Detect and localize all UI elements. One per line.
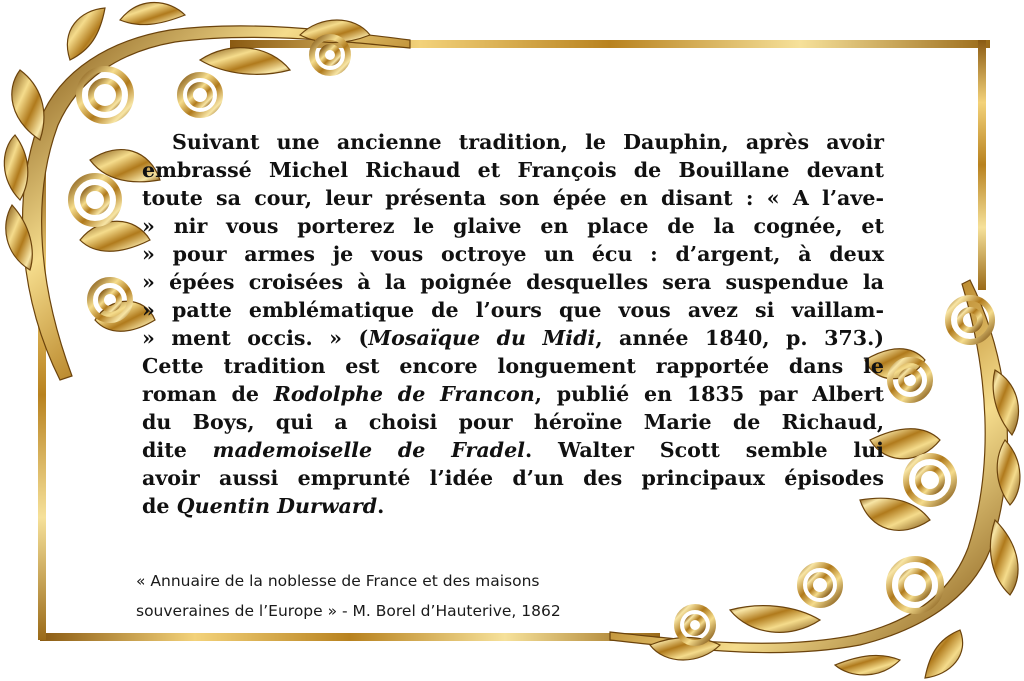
excerpt-line [142,268,884,296]
caption-line-2: souveraines de l’Europe » - M. Borel d’Hauterive, 1862 [136,602,561,620]
excerpt-line [142,156,884,184]
excerpt-text: » épées croisées à la poignée desquelles sera suspendue la [142,270,884,294]
excerpt-line [142,296,884,324]
excerpt-text: » pour armes je vous octroye un écu : d’argent, à deux [142,242,884,266]
excerpt-text: roman de [142,382,274,406]
frame-bottom-border [40,633,660,641]
excerpt-text: du Boys, qui a choisi pour héroïne Marie de Richaud, [142,410,884,434]
excerpt-line [142,184,884,212]
excerpt-line [142,240,884,268]
caption-line-1: « Annuaire de la noblesse de France et des maisons [136,572,540,590]
excerpt-text: dite [142,438,213,462]
excerpt-italic-title: Mosaïque du Midi [368,326,596,350]
excerpt-italic-title: Quentin Durward [176,494,378,518]
excerpt-line [142,128,884,156]
excerpt-text: toute sa cour, leur présenta son épée en disant : « A l’ave- [142,186,884,210]
excerpt-text: » nir vous porterez le glaive en place de la cognée, et [142,214,884,238]
excerpt-line [142,380,884,408]
excerpt-line [142,352,884,380]
excerpt-line [142,492,884,520]
source-caption [136,566,656,626]
excerpt-line [142,436,884,464]
excerpt-text: avoir aussi emprunté l’idée d’un des principaux épisodes [142,466,884,490]
excerpt-text: Cette tradition est encore longuement rapportée dans le [142,354,884,378]
excerpt-italic-title: Rodolphe de Francon [273,382,535,406]
excerpt-text: , publié en 1835 par Albert [534,382,884,406]
excerpt-line [142,464,884,492]
excerpt-line [142,324,884,352]
excerpt-line [142,408,884,436]
excerpt-text: , année 1840, p. 373.) [595,326,884,350]
excerpt-text: » patte emblématique de l’ours que vous avez si vaillam- [142,298,884,322]
excerpt-text: » ment occis. » ( [142,326,369,350]
excerpt-text: embrassé Michel Richaud et François de Bouillane devant [142,158,884,182]
excerpt-line [142,212,884,240]
excerpt-text: de [142,494,177,518]
historical-excerpt [142,128,884,520]
excerpt-text: . [377,494,385,518]
frame-right-border [978,40,986,290]
excerpt-text: . Walter Scott semble lui [525,438,884,462]
excerpt-text: Suivant une ancienne tradition, le Dauphin, après avoir [172,130,884,154]
excerpt-italic-title: mademoiselle de Fradel [212,438,525,462]
